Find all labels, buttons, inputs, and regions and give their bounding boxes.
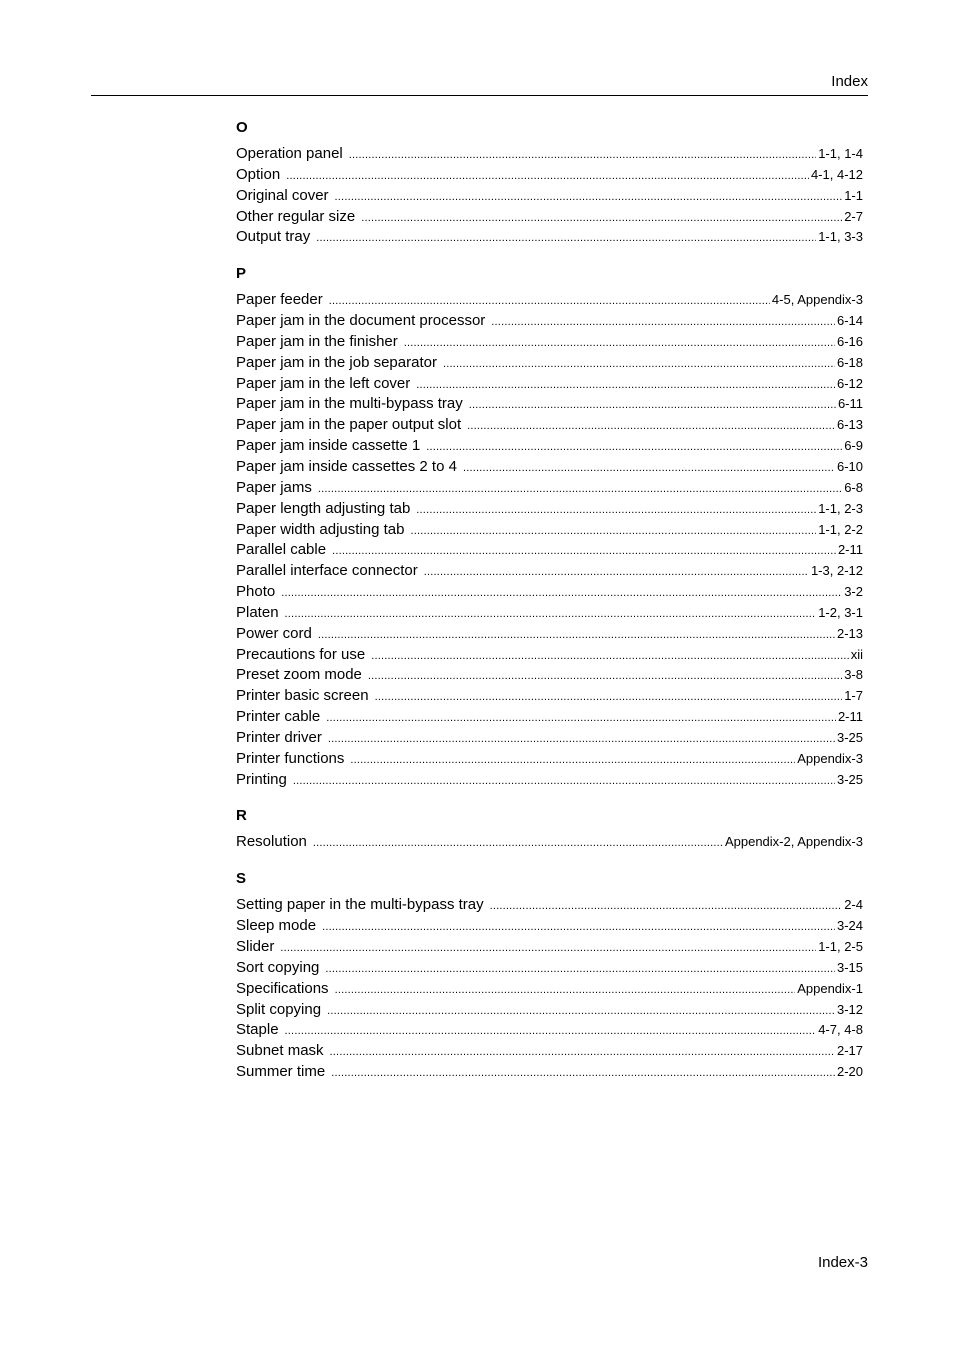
index-entry bbox=[236, 1041, 863, 1062]
entry-pages: 2-13 bbox=[836, 625, 863, 641]
entry-pages: 1-1, 1-4 bbox=[818, 146, 863, 161]
entry-term: Summer time bbox=[236, 1063, 326, 1081]
dot-leader bbox=[280, 938, 816, 958]
entry-pages: 2-17 bbox=[836, 1043, 863, 1059]
entry-pages: 3-24 bbox=[836, 918, 863, 934]
entry-pages: 6-8 bbox=[844, 479, 863, 495]
index-entry bbox=[236, 1062, 863, 1083]
index-entry bbox=[236, 207, 863, 228]
entry-term: Preset zoom mode bbox=[236, 666, 362, 684]
index-entry bbox=[236, 186, 863, 207]
index-entry bbox=[236, 770, 863, 791]
entry-term: Option bbox=[236, 165, 281, 183]
entry-term: Paper width adjusting tab bbox=[236, 520, 405, 538]
index-entry bbox=[236, 979, 863, 1000]
entry-term: Paper jam inside cassette 1 bbox=[236, 437, 421, 455]
index-entry bbox=[236, 937, 863, 958]
entry-pages: Appendix-2, Appendix-3 bbox=[724, 834, 863, 850]
footer-page-number: Index-3 bbox=[817, 1254, 868, 1271]
index-entry bbox=[236, 436, 863, 457]
index-entry bbox=[236, 624, 863, 645]
dot-leader bbox=[293, 771, 835, 791]
entry-term: Paper jam in the job separator bbox=[236, 353, 437, 371]
dot-leader bbox=[467, 416, 835, 436]
index-entry bbox=[236, 374, 863, 395]
dot-leader bbox=[332, 541, 836, 561]
entry-pages: 6-16 bbox=[836, 333, 863, 349]
entry-term: Printer driver bbox=[236, 728, 322, 746]
entry-pages: 2-11 bbox=[837, 709, 863, 725]
dot-leader bbox=[326, 708, 836, 728]
dot-leader bbox=[404, 333, 835, 353]
dot-leader bbox=[350, 750, 795, 770]
entry-pages: 4-1, 4-12 bbox=[810, 166, 863, 182]
entry-term: Printer functions bbox=[236, 749, 345, 767]
dot-leader bbox=[361, 208, 842, 228]
entry-term: Power cord bbox=[236, 624, 312, 642]
index-entry bbox=[236, 665, 863, 686]
entry-term: Paper jam in the left cover bbox=[236, 374, 411, 392]
index-entry bbox=[236, 728, 863, 749]
entry-term: Setting paper in the multi-bypass tray bbox=[236, 896, 484, 914]
dot-leader bbox=[285, 604, 817, 624]
entry-pages: 6-11 bbox=[837, 396, 863, 412]
dot-leader bbox=[335, 187, 843, 207]
dot-leader bbox=[281, 583, 842, 603]
entry-pages: 1-7 bbox=[844, 688, 863, 704]
entry-term: Paper jam in the document processor bbox=[236, 312, 486, 330]
dot-leader bbox=[371, 646, 848, 666]
index-entry bbox=[236, 1000, 863, 1021]
entry-pages: 6-10 bbox=[836, 458, 863, 474]
dot-leader bbox=[463, 458, 835, 478]
index-entry bbox=[236, 686, 863, 707]
entry-pages: 3-25 bbox=[836, 729, 863, 745]
dot-leader bbox=[490, 896, 843, 916]
index-entry bbox=[236, 832, 863, 853]
dot-leader bbox=[325, 959, 835, 979]
dot-leader bbox=[443, 354, 835, 374]
dot-leader bbox=[368, 666, 842, 686]
dot-leader bbox=[285, 1021, 817, 1041]
section-letter: S bbox=[236, 870, 247, 888]
index-entry bbox=[236, 603, 863, 624]
entry-pages: 2-11 bbox=[837, 542, 863, 558]
dot-leader bbox=[316, 228, 816, 248]
index-section bbox=[236, 117, 863, 248]
index-section bbox=[236, 263, 863, 790]
entry-pages: 6-18 bbox=[836, 354, 863, 370]
entry-pages: Appendix-1 bbox=[797, 980, 863, 996]
dot-leader bbox=[335, 980, 796, 1000]
entry-term: Subnet mask bbox=[236, 1042, 324, 1060]
index-entry bbox=[236, 707, 863, 728]
entry-term: Parallel interface connector bbox=[236, 562, 418, 580]
dot-leader bbox=[286, 166, 809, 186]
entry-pages: 1-1, 3-3 bbox=[818, 229, 863, 245]
index-entry bbox=[236, 353, 863, 374]
dot-leader bbox=[424, 562, 809, 582]
entry-term: Staple bbox=[236, 1021, 279, 1039]
entry-pages: 2-7 bbox=[844, 208, 863, 224]
entry-term: Slider bbox=[236, 938, 275, 955]
entry-term: Paper jam in the finisher bbox=[236, 332, 398, 350]
dot-leader bbox=[318, 625, 835, 645]
header-title: Index bbox=[831, 73, 868, 90]
index-entry bbox=[236, 332, 863, 353]
header-divider bbox=[91, 95, 868, 96]
section-letter: O bbox=[236, 119, 248, 136]
entry-term: Photo bbox=[236, 583, 276, 601]
entry-pages: 2-4 bbox=[844, 897, 863, 913]
entry-term: Paper jam in the multi-bypass tray bbox=[236, 395, 463, 413]
index-entry bbox=[236, 415, 863, 436]
dot-leader bbox=[329, 291, 770, 311]
entry-pages: 1-1, 2-2 bbox=[818, 521, 863, 537]
entry-pages: 3-8 bbox=[844, 667, 863, 683]
index-section bbox=[236, 868, 863, 1083]
dot-leader bbox=[375, 687, 843, 707]
entry-pages: 3-2 bbox=[844, 584, 863, 600]
index-entry bbox=[236, 582, 863, 603]
entry-pages: 6-13 bbox=[836, 417, 863, 433]
dot-leader bbox=[491, 312, 835, 332]
entry-term: Printer basic screen bbox=[236, 687, 369, 705]
entry-term: Platen bbox=[236, 603, 279, 621]
entry-term: Specifications bbox=[236, 979, 329, 997]
entry-pages: 1-1, 2-3 bbox=[818, 500, 863, 516]
dot-leader bbox=[322, 917, 835, 937]
index-entry bbox=[236, 499, 863, 520]
entry-term: Paper jam inside cassettes 2 to 4 bbox=[236, 457, 457, 475]
entry-term: Other regular size bbox=[236, 207, 356, 225]
entry-term: Printing bbox=[236, 770, 287, 788]
entry-pages: 4-5, Appendix-3 bbox=[771, 292, 863, 308]
dot-leader bbox=[469, 395, 836, 415]
section-letter: R bbox=[236, 807, 247, 825]
index-entry bbox=[236, 561, 863, 582]
entry-term: Operation panel bbox=[236, 145, 343, 162]
dot-leader bbox=[328, 729, 835, 749]
entry-term: Sleep mode bbox=[236, 917, 317, 935]
entry-pages: 6-9 bbox=[844, 438, 863, 454]
entry-pages: 1-1, 2-5 bbox=[818, 939, 863, 954]
section-letter: P bbox=[236, 265, 247, 283]
entry-term: Precautions for use bbox=[236, 645, 366, 663]
entry-term: Paper jams bbox=[236, 478, 312, 496]
dot-leader bbox=[313, 833, 723, 853]
entry-pages: 3-15 bbox=[836, 959, 863, 975]
entry-term: Printer cable bbox=[236, 708, 321, 726]
entry-term: Resolution bbox=[236, 833, 307, 851]
index-entry bbox=[236, 958, 863, 979]
dot-leader bbox=[331, 1063, 835, 1083]
entry-pages: 3-12 bbox=[836, 1001, 863, 1017]
entry-pages: 6-14 bbox=[836, 313, 863, 329]
dot-leader bbox=[410, 521, 816, 541]
dot-leader bbox=[416, 375, 835, 395]
dot-leader bbox=[416, 500, 816, 520]
index-entry bbox=[236, 1020, 863, 1041]
entry-pages: Appendix-3 bbox=[797, 750, 863, 766]
index-entry bbox=[236, 165, 863, 186]
entry-term: Paper length adjusting tab bbox=[236, 499, 411, 517]
entry-pages: 2-20 bbox=[836, 1064, 863, 1080]
entry-pages: xii bbox=[850, 646, 863, 662]
index-entry bbox=[236, 895, 863, 916]
index-body bbox=[236, 117, 863, 1098]
dot-leader bbox=[327, 1001, 835, 1021]
index-entry bbox=[236, 290, 863, 311]
entry-term: Paper feeder bbox=[236, 291, 323, 309]
index-entry bbox=[236, 645, 863, 666]
index-entry bbox=[236, 520, 863, 541]
index-entry bbox=[236, 457, 863, 478]
index-entry bbox=[236, 311, 863, 332]
entry-pages: 3-25 bbox=[836, 771, 863, 787]
index-entry bbox=[236, 540, 863, 561]
dot-leader bbox=[318, 479, 842, 499]
entry-term: Split copying bbox=[236, 1000, 322, 1018]
index-entry bbox=[236, 144, 863, 165]
entry-term: Original cover bbox=[236, 186, 329, 204]
dot-leader bbox=[330, 1042, 835, 1062]
entry-pages: 1-2, 3-1 bbox=[818, 604, 863, 620]
index-entry bbox=[236, 394, 863, 415]
index-entry bbox=[236, 227, 863, 248]
index-entry bbox=[236, 478, 863, 499]
entry-term: Output tray bbox=[236, 228, 311, 246]
entry-term: Paper jam in the paper output slot bbox=[236, 416, 462, 434]
entry-pages: 6-12 bbox=[836, 375, 863, 391]
dot-leader bbox=[426, 437, 842, 457]
dot-leader bbox=[349, 145, 816, 165]
entry-term: Parallel cable bbox=[236, 541, 327, 559]
entry-pages: 1-3, 2-12 bbox=[810, 563, 863, 579]
entry-pages: 1-1 bbox=[844, 187, 863, 203]
index-section bbox=[236, 805, 863, 853]
entry-pages: 4-7, 4-8 bbox=[818, 1022, 863, 1038]
entry-term: Sort copying bbox=[236, 958, 320, 976]
index-entry bbox=[236, 916, 863, 937]
index-entry bbox=[236, 749, 863, 770]
